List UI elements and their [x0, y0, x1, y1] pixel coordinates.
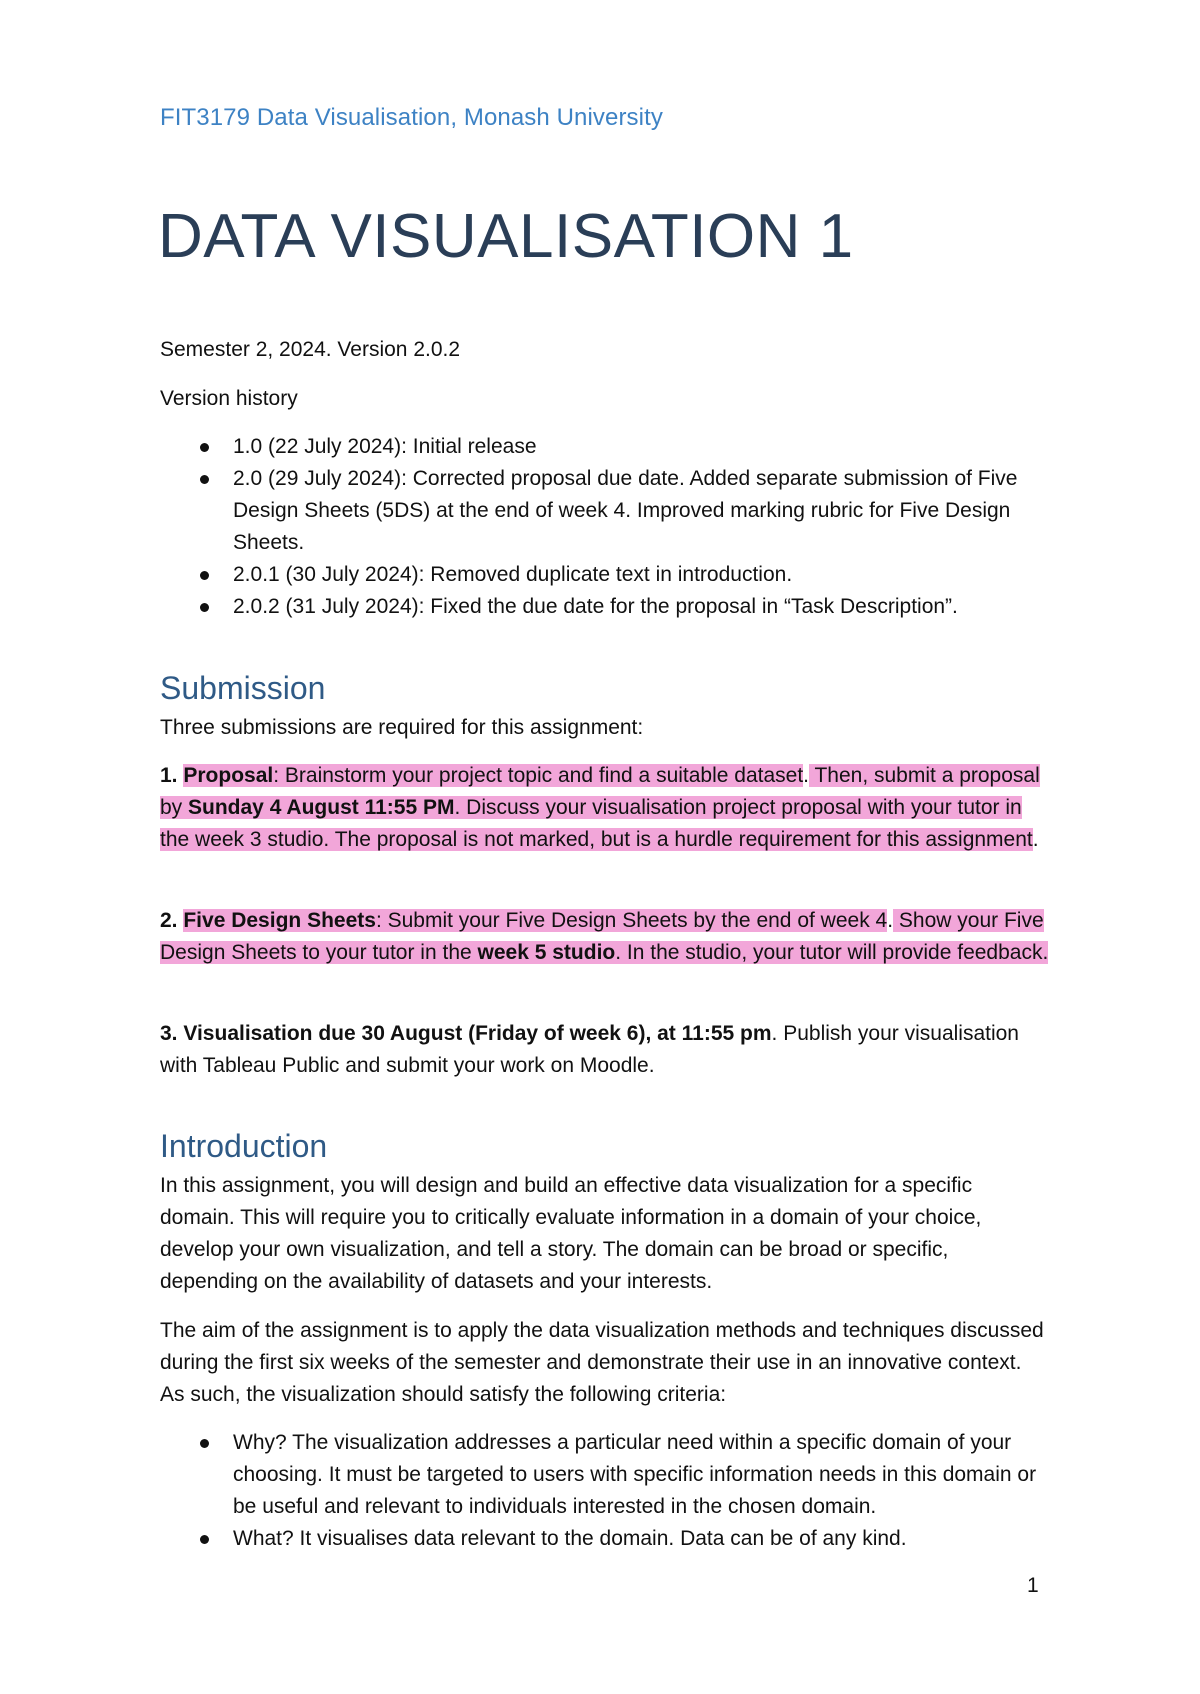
bullet-icon [200, 1535, 209, 1544]
bullet-icon [200, 603, 209, 612]
five-design-sheets-label: Five Design Sheets [183, 909, 376, 932]
submission-item-five-design-sheets: 2. Five Design Sheets: Submit your Five Design Sheets by the end of week 4. Show your Five Design Sheets to your tutor in the week 5 studio. In the studio, your tutor will provide feedback. [160, 909, 1049, 964]
version-history-label: Version history [160, 387, 298, 410]
submission-heading: Submission [160, 670, 326, 706]
introduction-paragraph-1: In this assignment, you will design and build an effective data visualization for a specific domain. This will require you to critically evaluate information in a domain of your choice, develop your own visualization, and tell a story. The domain can be broad or specific, depending on the availability of datasets and your interests. [160, 1174, 982, 1293]
submission-item-proposal: 1. Proposal: Brainstorm your project topic and find a suitable dataset. Then, submit a proposal by Sunday 4 August 11:55 PM. Discuss your visualisation project proposal with your tutor in the week 3 studio. The proposal is not marked, but is a hurdle requirement for this assignment. [160, 764, 1040, 851]
list-item: 2.0.2 (31 July 2024): Fixed the due date for the proposal in “Task Description”. [160, 591, 1040, 623]
visualisation-due-date: 3. Visualisation due 30 August (Friday of week 6), at 11:55 pm [160, 1022, 772, 1045]
criteria-list [160, 1427, 1040, 1555]
list-item: What? It visualises data relevant to the domain. Data can be of any kind. [160, 1523, 1040, 1555]
submission-item-visualisation: 3. Visualisation due 30 August (Friday of week 6), at 11:55 pm. Publish your visualisation with Tableau Public and submit your work on Moodle. [160, 1022, 1019, 1077]
proposal-label: Proposal [183, 764, 274, 787]
bullet-icon [200, 1439, 209, 1448]
bullet-icon [200, 475, 209, 484]
version-history-list [160, 431, 1040, 623]
bullet-icon [200, 571, 209, 580]
semester-version: Semester 2, 2024. Version 2.0.2 [160, 338, 461, 361]
proposal-due-date: Sunday 4 August 11:55 PM [188, 796, 455, 819]
introduction-heading: Introduction [160, 1128, 328, 1164]
bullet-icon [200, 443, 209, 452]
list-item: 2.0 (29 July 2024): Corrected proposal due date. Added separate submission of Five Design Sheets (5DS) at the end of week 4. Improved marking rubric for Five Design Sheets. [160, 463, 1040, 559]
submission-intro: Three submissions are required for this assignment: [160, 716, 644, 739]
document-header: FIT3179 Data Visualisation, Monash University [160, 104, 663, 131]
list-item: Why? The visualization addresses a particular need within a specific domain of your choosing. It must be targeted to users with specific information needs in this domain or be useful and relevant to individuals interested in the chosen domain. [160, 1427, 1040, 1523]
introduction-paragraph-2: The aim of the assignment is to apply the data visualization methods and techniques discussed during the first six weeks of the semester and demonstrate their use in an innovative context. As such, the visualization should satisfy the following criteria: [160, 1319, 1044, 1406]
document-title: DATA VISUALISATION 1 [158, 202, 854, 271]
list-item: 1.0 (22 July 2024): Initial release [160, 431, 1040, 463]
list-item: 2.0.1 (30 July 2024): Removed duplicate text in introduction. [160, 559, 1040, 591]
page-number: 1 [1027, 1574, 1039, 1597]
